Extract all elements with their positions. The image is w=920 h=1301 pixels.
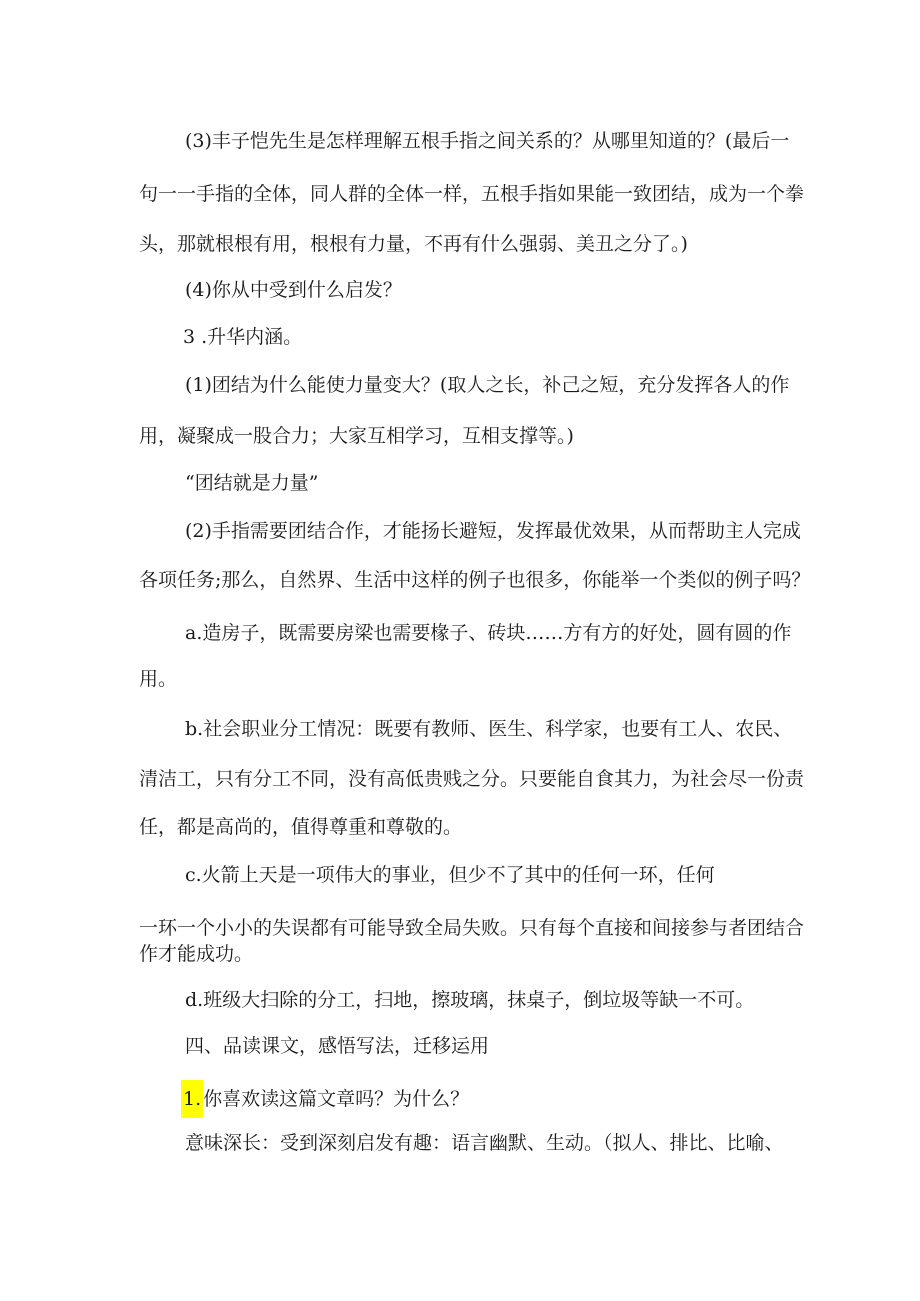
example-line: 任，都是高尚的，值得尊重和尊敬的。	[139, 816, 463, 838]
paragraph-line: 意味深长：受到深刻启发有趣：语言幽默、生动。（拟人、排比、比喻、	[185, 1132, 784, 1154]
paragraph-line: (2)手指需要团结合作，才能扬长避短，发挥最优效果，从而帮助主人完成	[185, 520, 801, 542]
example-line: d.班级大扫除的分工，扫地，擦玻璃，抹桌子，倒垃圾等缺一不可。	[185, 989, 755, 1011]
question-line	[183, 1080, 469, 1118]
paragraph-line: 用，凝聚成一股合力；大家互相学习，互相支撑等。)	[139, 425, 574, 447]
example-line: 用。	[139, 668, 178, 690]
paragraph-line: 各项任务;那么，自然界、生活中这样的例子也很多，你能举一个类似的例子吗？	[139, 569, 811, 591]
question-text: 你喜欢读这篇文章吗？为什么？	[203, 1088, 470, 1110]
example-line: c.火箭上天是一项伟大的事业，但少不了其中的任何一环，任何	[185, 864, 715, 886]
highlighted-number: 1.	[181, 1080, 203, 1118]
example-line: a.造房子，既需要房梁也需要椽子、砖块……方有方的好处，圆有圆的作	[185, 622, 792, 644]
example-line: b.社会职业分工情况：既要有教师、医生、科学家，也要有工人、农民、	[185, 718, 793, 740]
paragraph-line: 句一一手指的全体，同人群的全体一样，五根手指如果能一致团结，成为一个拳	[139, 183, 805, 205]
quote-line: “团结就是力量”	[185, 472, 319, 494]
section-heading: 四、品读课文，感悟写法，迁移运用	[185, 1035, 490, 1057]
example-line: 作才能成功。	[139, 943, 254, 965]
paragraph-line: (4)你从中受到什么启发？	[185, 279, 402, 301]
example-line: 一环一个小小的失误都有可能导致全局失败。只有每个直接和间接参与者团结合	[139, 917, 805, 939]
example-line: 清洁工，只有分工不同，没有高低贵贱之分。只要能自食其力，为社会尽一份责	[139, 768, 805, 790]
section-heading: 3 .升华内涵。	[183, 326, 303, 348]
paragraph-line: 头，那就根根有用，根根有力量，不再有什么强弱、美丑之分了。)	[139, 233, 688, 255]
paragraph-line: (3)丰子恺先生是怎样理解五根手指之间关系的？从哪里知道的？(最后一	[185, 130, 790, 152]
paragraph-line: (1)团结为什么能使力量变大？(取人之长，补己之短，充分发挥各人的作	[185, 374, 790, 396]
